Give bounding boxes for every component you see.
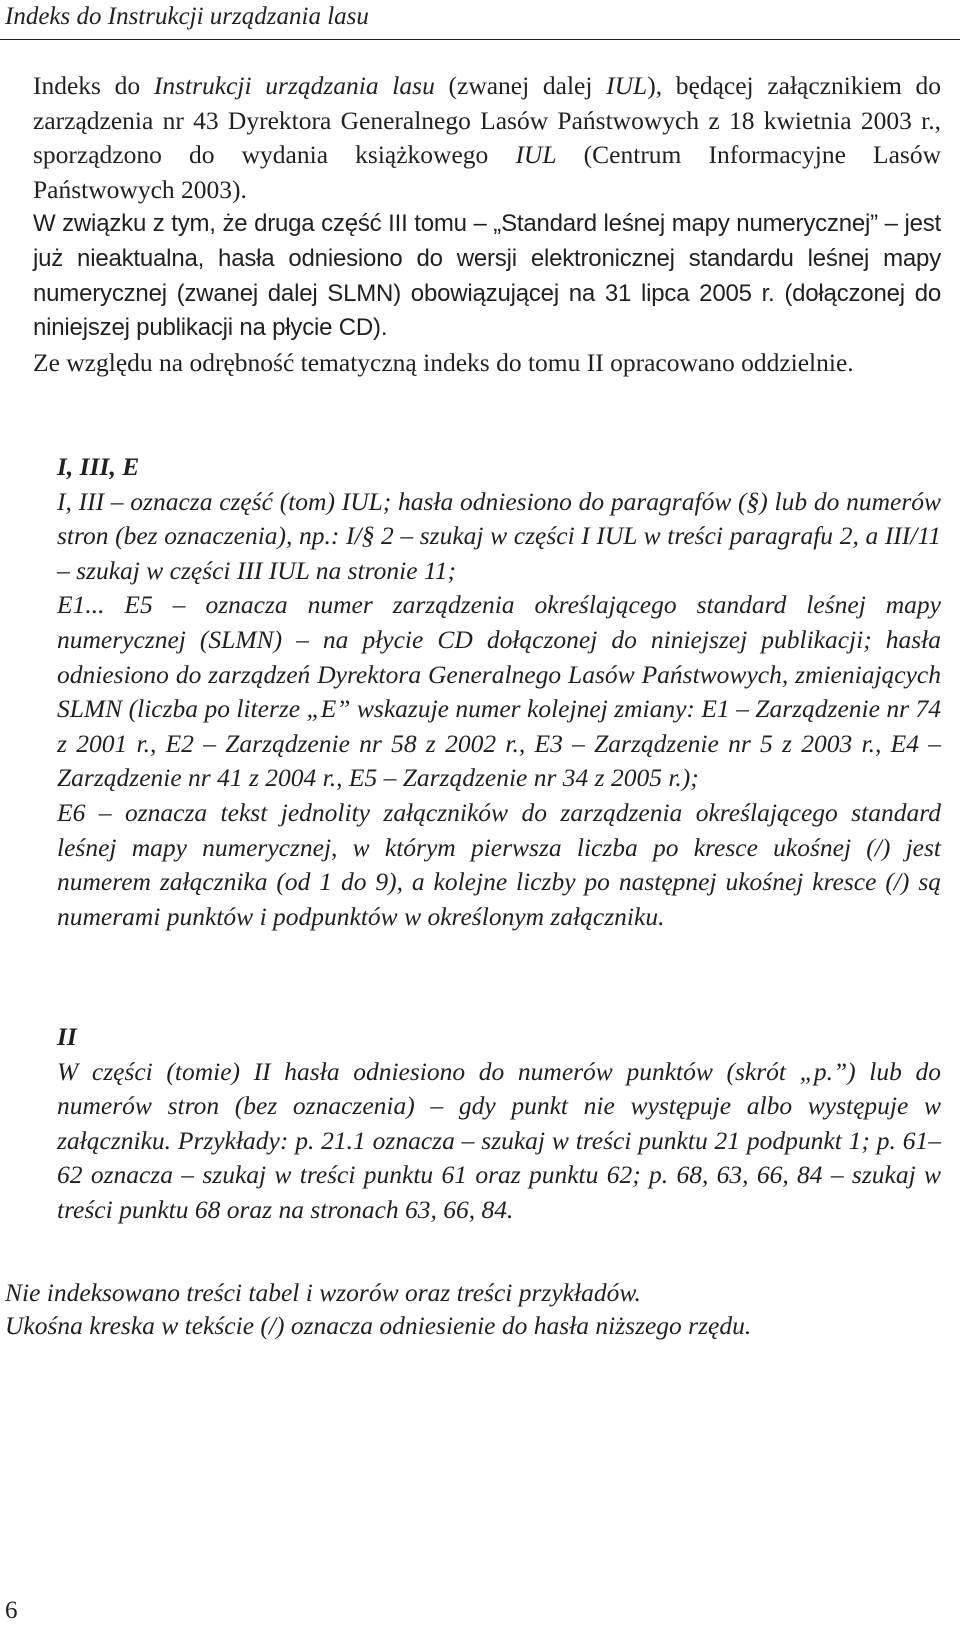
- intro-text: (zwanej dalej: [434, 71, 607, 100]
- intro-text: (dołączonej do niniejszej publikacji na płycie CD).: [33, 279, 941, 342]
- section-item: E6 – oznacza tekst jednolity załączników do zarządzenia określającego standard leśnej mapy numerycznej, w którym pierwsza liczba po kresce ukośnej (/) jest numerem załącznika (od 1 do 9), a kolejne liczby po następnej ukośnej kresce (/) są numerami punktów i podpunktów w określonym załączniku.: [57, 797, 941, 931]
- section-item: W części (tomie) II hasła odniesiono do numerów punktów (skrót „p.”) lub do numerów stron (bez oznaczenia) – gdy punkt nie występuje albo występuje w załączniku. Przykłady: p. 21.1 oznacza – szukaj w treści punktu 21 podpunkt 1; p. 61–62 oznacza – szukaj w treści punktu 61 oraz punktu 62; p. 68, 63, 66, 84 – szukaj w treści punktu 68 oraz na stronach 63, 66, 84.: [57, 1056, 941, 1224]
- footnote-line: Ukośna kreska w tekście (/) oznacza odniesienie do hasła niższego rzędu.: [5, 1311, 752, 1340]
- footnotes: [5, 1276, 955, 1342]
- intro-paragraph-2: [33, 207, 941, 345]
- intro-section: [33, 69, 941, 380]
- index-section-ii: [57, 1020, 941, 1228]
- section-heading: I, III, E: [57, 452, 140, 481]
- section-item: E1... E5 – oznacza numer zarządzenia określającego standard leśnej mapy numerycznej (SLMN) – na płycie CD dołączonej do niniejszej publikacji; hasła odniesiono do zarządzeń Dyrektora Generalnego Lasów Państwowych, zmieniających SLMN (liczba po literze „E” wskazuje numer kolejnej zmiany: E1 – Zarządzenie nr 74 z 2001 r., E2 – Zarządzenie nr 58 z 2002 r., E3 – Zarządzenie nr 5 z 2003 r., E4 – Zarządzenie nr 41 z 2004 r., E5 – Zarządzenie nr 34 z 2005 r.);: [57, 590, 941, 793]
- running-head: Indeks do Instrukcji urządzania lasu: [5, 3, 369, 30]
- intro-title-italic: Instrukcji urządzania lasu: [153, 71, 435, 100]
- section-item: I, III – oznacza część (tom) IUL; hasła odniesiono do paragrafów (§) lub do numerów stron (bez oznaczenia), np.: I/§ 2 – szukaj w części I IUL w treści paragrafu 2, a III/11 – szukaj w części III IUL na stronie 11;: [57, 486, 941, 585]
- intro-text: W związku z tym, że druga część III tomu – „Standard leśnej mapy numerycznej” – jest już nieaktualna, hasła odniesiono do wersji elektronicznej standardu leśnej mapy numerycznej (zwanej dalej SLMN) obowiązującej na 31 lipca 2005 r.: [33, 210, 941, 307]
- index-section-i-iii-e: [57, 450, 941, 934]
- intro-text: Indeks do: [33, 71, 154, 100]
- page-number: 6: [5, 1597, 18, 1624]
- footnote-line: Nie indeksowano treści tabel i wzorów oraz treści przykładów.: [5, 1278, 641, 1307]
- section-heading: II: [57, 1022, 77, 1051]
- header-rule: [0, 39, 960, 40]
- intro-abbrev-italic: IUL: [606, 71, 648, 100]
- intro-paragraph-3: Ze względu na odrębność tematyczną indeks do tomu II opracowano oddzielnie.: [33, 347, 854, 377]
- intro-text: (Centrum Informacyjne Lasów Państwowych 2003).: [33, 140, 942, 204]
- intro-text: ), będącej załącznikiem do zarządzenia nr 43 Dyrektora Generalnego Lasów Państwowych z 18 kwietnia 2003 r., sporządzono do wydania książkowego: [33, 71, 942, 170]
- intro-paragraph-1: [33, 69, 941, 207]
- intro-abbrev-italic: IUL: [515, 140, 557, 170]
